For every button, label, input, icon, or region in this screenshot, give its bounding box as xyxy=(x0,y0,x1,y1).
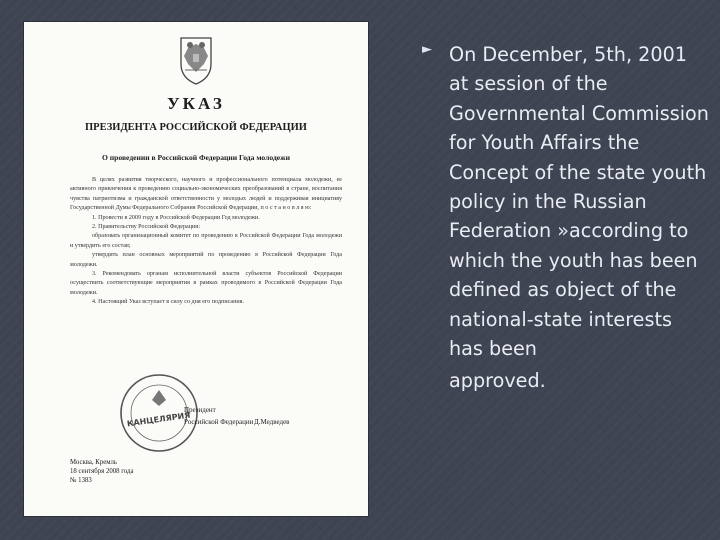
decree-paragraph: утвердить план основных мероприятий по проведению в Российской Федерации Года молодежи. xyxy=(70,252,342,268)
decree-body xyxy=(70,176,342,308)
decree-paragraph: 3. Рекомендовать органам исполнительной власти субъектов Российской Федерации осуществить соответствующие мероприятия в рамках проводимого в Российской Федерации Года молодежи. xyxy=(70,271,342,296)
decree-number: № 1383 xyxy=(70,477,92,484)
signature-name: Д.Медведев xyxy=(254,418,290,426)
decree-place-date xyxy=(70,458,134,485)
coat-of-arms-emblem xyxy=(173,34,219,86)
decree-subtitle: ПРЕЗИДЕНТА РОССИЙСКОЙ ФЕДЕРАЦИИ xyxy=(85,122,307,133)
decree-title: УКАЗ xyxy=(167,94,225,113)
seal-text: КАНЦЕЛЯРИЯ xyxy=(126,410,191,429)
decree-paragraph: 4. Настоящий Указ вступает в силу со дня его подписания. xyxy=(92,299,244,306)
decree-date: 18 сентября 2008 года xyxy=(70,468,134,475)
slide-bullet-text: On December, 5th, 2001 at session of the Governmental Commission for Youth Affairs the Concept of the state youth policy in the Russian Federation »according to which the youth has been defined as object of the national-state interests has been xyxy=(449,43,709,361)
decree-paragraph: 1. Провести в 2009 году в Российской Федерации Год молодежи. xyxy=(92,214,260,221)
decree-paragraph: В целях развития творческого, научного и профессионального потенциала молодежи, ее активного привлечения к проведению социально-экономических преобразований в стране, воспитания чувства патриотизма и гражданской ответственности у молодых людей и поддерживая инициативу Государственной Думы Федерального Собрания Российской Федерации, п о с т а н о в л я ю: xyxy=(70,177,342,212)
decree-subject: О проведении в Российской Федерации Года молодежи xyxy=(101,153,291,162)
bullet-arrow-icon: ► xyxy=(422,42,432,57)
signature-title: Президент xyxy=(184,406,216,414)
signature-country: Российской Федерации xyxy=(184,418,254,426)
decree-paragraph: образовать организационный комитет по проведению в Российской Федерации Года молодежи и утвердить его состав; xyxy=(70,233,342,249)
decree-paragraph: 2. Правительству Российской Федерации: xyxy=(92,224,201,231)
slide-bullet-text-end: approved. xyxy=(449,369,546,392)
decree-place: Москва, Кремль xyxy=(70,459,118,466)
decree-document-image xyxy=(24,22,368,516)
